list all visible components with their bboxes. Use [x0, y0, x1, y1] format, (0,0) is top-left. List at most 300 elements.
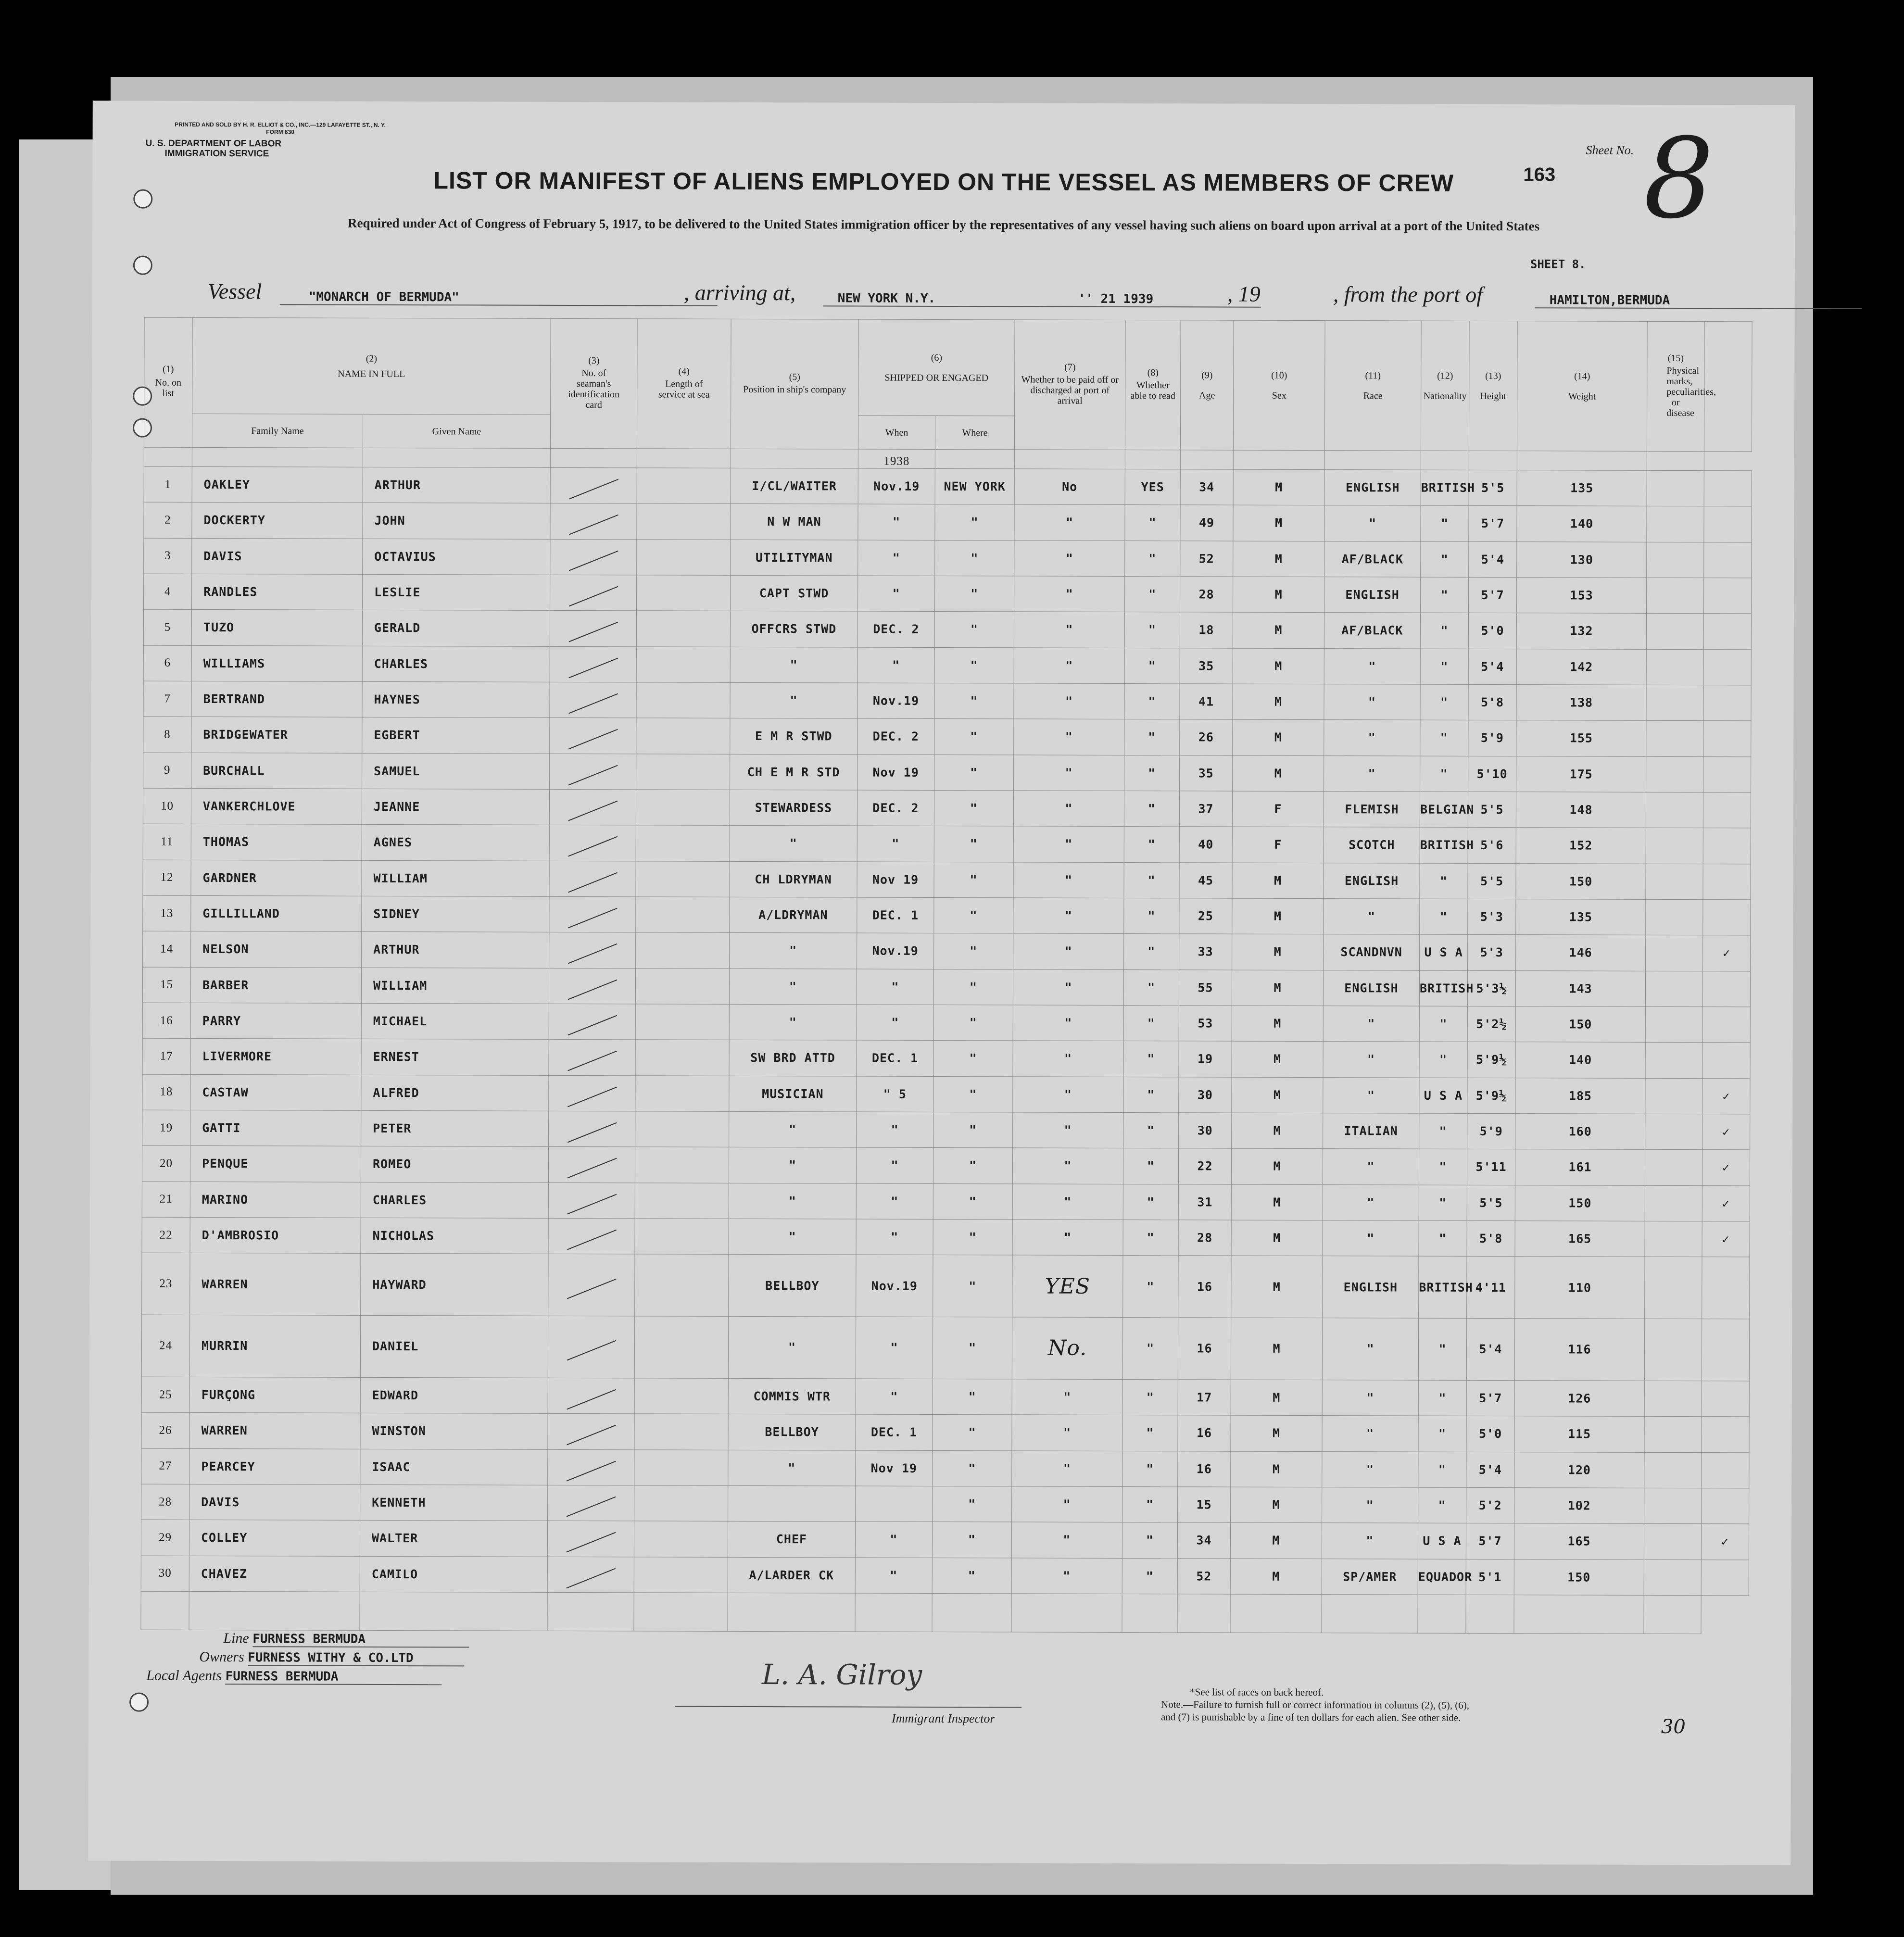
- physical-marks-cell: [1647, 578, 1704, 614]
- col-number: (4): [678, 366, 690, 377]
- sex-cell: M: [1231, 1220, 1323, 1256]
- table-row: [141, 1412, 1749, 1452]
- given-name: JOHN: [363, 503, 550, 539]
- given-name: ARTHUR: [362, 932, 549, 968]
- tally-mark: [567, 1340, 616, 1361]
- row-number: 12: [143, 860, 191, 896]
- service-length-cell: [635, 1004, 729, 1040]
- shipped-where-cell: ": [933, 1005, 1013, 1041]
- table-row: [141, 1377, 1749, 1417]
- weight-cell: 165: [1515, 1221, 1645, 1257]
- height-cell: 5'7: [1469, 577, 1517, 613]
- tally-mark: [567, 1194, 617, 1214]
- weight-cell: 135: [1517, 470, 1647, 506]
- sex-cell: M: [1232, 1006, 1323, 1042]
- family-name: D'AMBROSIO: [190, 1217, 361, 1253]
- race-cell: ENGLISH: [1323, 970, 1419, 1006]
- able-to-read-cell: ": [1124, 862, 1179, 898]
- physical-marks-cell: [1646, 685, 1703, 721]
- col-number: (2): [366, 353, 378, 364]
- age-cell: 52: [1177, 1558, 1230, 1594]
- shipped-when-cell: Nov 19: [857, 755, 934, 791]
- shipped-when-cell: ": [856, 1183, 933, 1220]
- height-cell: 5'5: [1468, 863, 1516, 899]
- family-name: CASTAW: [190, 1074, 361, 1110]
- family-name: TUZO: [191, 610, 362, 646]
- shipped-when-cell: ": [857, 647, 934, 683]
- service-length-cell: [635, 1182, 729, 1219]
- table-row: [142, 967, 1750, 1007]
- position-cell: ": [730, 826, 857, 862]
- year-label: , 19: [1227, 281, 1261, 306]
- nationality-cell: ": [1419, 1042, 1467, 1078]
- weight-cell: 152: [1516, 828, 1646, 864]
- sex-cell: M: [1233, 612, 1324, 648]
- able-to-read-cell: ": [1124, 827, 1179, 863]
- col-label: Whether to be paid off or discharged at port of arrival: [1021, 374, 1119, 406]
- weight-cell: 102: [1514, 1487, 1644, 1523]
- able-to-read-cell: ": [1124, 934, 1179, 970]
- age-cell: 15: [1178, 1487, 1231, 1523]
- position-cell: ": [730, 682, 857, 718]
- id-card-cell: [550, 503, 637, 540]
- weight-cell: 120: [1514, 1452, 1644, 1488]
- shipped-where-cell: ": [934, 755, 1014, 791]
- family-name: WARREN: [190, 1253, 361, 1316]
- blank-cell: [547, 1592, 634, 1631]
- line-label: Line: [223, 1630, 249, 1647]
- family-name: MARINO: [190, 1182, 361, 1218]
- height-cell: 5'4: [1469, 541, 1517, 578]
- document-title: LIST OR MANIFEST OF ALIENS EMPLOYED ON THE VESSEL AS MEMBERS OF CREW: [433, 167, 1454, 197]
- able-to-read-cell: ": [1122, 1318, 1178, 1380]
- tally-mark: [567, 1015, 617, 1036]
- race-cell: ENGLISH: [1324, 470, 1421, 506]
- table-row: [141, 1556, 1749, 1596]
- shipped-when-cell: ": [856, 1379, 933, 1415]
- tally-mark: [567, 1086, 617, 1107]
- id-card-cell: [547, 1521, 634, 1557]
- height-cell: 5'3½: [1467, 970, 1515, 1006]
- position-cell: UTILITYMAN: [731, 540, 858, 576]
- able-to-read-cell: ": [1125, 576, 1180, 612]
- family-name: BRIDGEWATER: [191, 717, 362, 753]
- nationality-cell: BRITISH: [1419, 1256, 1467, 1318]
- table-row: [143, 895, 1751, 935]
- tally-mark: [567, 1278, 616, 1299]
- shipped-where-cell: ": [933, 1255, 1012, 1317]
- position-cell: A/LARDER CK: [728, 1557, 855, 1593]
- height-cell: 5'9: [1467, 1113, 1515, 1149]
- able-to-read-cell: ": [1123, 1148, 1178, 1184]
- age-cell: 31: [1178, 1184, 1231, 1220]
- able-to-read-cell: ": [1124, 898, 1179, 934]
- nationality-cell: ": [1420, 684, 1468, 720]
- shipped-where-cell: ": [932, 1558, 1011, 1594]
- service-length-cell: [635, 1219, 729, 1255]
- blank-cell: [855, 1593, 932, 1632]
- position-cell: BELLBOY: [729, 1255, 856, 1317]
- weight-cell: 138: [1516, 685, 1646, 721]
- nationality-cell: ": [1418, 1452, 1466, 1488]
- form-number: FORM 630: [266, 128, 294, 136]
- service-length-cell: [636, 682, 730, 718]
- id-card-cell: [548, 1182, 635, 1219]
- row-number: 29: [141, 1520, 189, 1556]
- weight-cell: 140: [1517, 506, 1647, 542]
- given-name: OCTAVIUS: [363, 539, 550, 575]
- position-cell: A/LDRYMAN: [730, 897, 857, 933]
- shipped-where-cell: ": [933, 1379, 1012, 1415]
- shipped-when-cell: Nov 19: [857, 862, 934, 898]
- race-cell: ENGLISH: [1324, 577, 1421, 613]
- height-cell: 5'11: [1467, 1149, 1515, 1185]
- race-cell: AF/BLACK: [1324, 541, 1421, 577]
- verified-check: ✓: [1702, 1150, 1750, 1186]
- given-name: SAMUEL: [362, 753, 550, 789]
- age-cell: 34: [1177, 1522, 1230, 1559]
- age-cell: 34: [1180, 469, 1233, 505]
- shipped-where-cell: ": [933, 1148, 1012, 1184]
- height-cell: 5'7: [1466, 1380, 1514, 1416]
- age-cell: 30: [1179, 1113, 1232, 1149]
- given-name: SIDNEY: [362, 896, 549, 932]
- tally-mark: [567, 1158, 617, 1179]
- sex-cell: M: [1231, 1487, 1322, 1523]
- race-cell: ITALIAN: [1323, 1113, 1419, 1149]
- service-length-cell: [635, 968, 729, 1004]
- row-number: 9: [143, 753, 191, 789]
- nationality-cell: BRITISH: [1419, 970, 1467, 1006]
- owners-row: [199, 1649, 579, 1667]
- row-number: 21: [142, 1182, 190, 1218]
- table-row: [142, 1217, 1750, 1257]
- verified-check: [1704, 542, 1752, 578]
- shipped-when-cell: ": [858, 576, 935, 612]
- given-name: CAMILO: [360, 1556, 547, 1593]
- line-row: [223, 1630, 579, 1648]
- verified-check: ✓: [1701, 1524, 1749, 1560]
- id-card-cell: [549, 1075, 635, 1111]
- row-number: 25: [141, 1377, 189, 1413]
- nationality-cell: ": [1420, 756, 1468, 792]
- shipped-where-cell: ": [934, 612, 1014, 648]
- year-cell: 1938: [858, 449, 935, 468]
- col-label: Whether able to read: [1130, 379, 1175, 401]
- shipped-when-cell: DEC. 2: [857, 790, 934, 826]
- nationality-cell: ": [1419, 1185, 1467, 1221]
- able-to-read-cell: ": [1124, 648, 1180, 684]
- able-to-read-cell: ": [1122, 1379, 1178, 1415]
- col-number: (12): [1437, 370, 1453, 381]
- verified-check: [1703, 792, 1751, 829]
- id-card-cell: [549, 1040, 635, 1076]
- sex-cell: M: [1231, 1318, 1322, 1380]
- nationality-cell: U S A: [1420, 934, 1468, 970]
- shipped-when-cell: ": [855, 1522, 932, 1558]
- position-cell: ": [729, 1219, 856, 1255]
- paid-off-cell: ": [1014, 612, 1124, 648]
- nationality-cell: ": [1419, 1220, 1467, 1257]
- row-number: 27: [141, 1448, 189, 1484]
- able-to-read-cell: ": [1123, 1041, 1179, 1077]
- paid-off-cell: ": [1013, 1076, 1123, 1112]
- verified-check: ✓: [1702, 1078, 1750, 1114]
- vessel-label: Vessel: [207, 278, 262, 304]
- vessel-line: [208, 279, 1727, 312]
- verified-check: [1702, 1257, 1750, 1319]
- able-to-read-cell: ": [1124, 683, 1180, 719]
- id-card-cell: [549, 968, 635, 1004]
- tally-mark: [567, 1425, 616, 1446]
- id-card-cell: [550, 611, 636, 647]
- verified-check: ✓: [1702, 1221, 1750, 1258]
- height-cell: 5'3: [1468, 935, 1516, 971]
- height-cell: 5'9: [1468, 720, 1516, 756]
- row-number: 14: [143, 931, 191, 967]
- position-cell: MUSICIAN: [729, 1076, 857, 1112]
- blank-cell: [1122, 1594, 1177, 1632]
- agents-label: Local Agents: [146, 1667, 222, 1684]
- position-cell: ": [730, 647, 857, 683]
- tally-mark: [567, 943, 617, 964]
- height-cell: 5'5: [1467, 1185, 1515, 1221]
- paid-off-cell: ": [1012, 1183, 1123, 1220]
- row-number: 18: [142, 1074, 190, 1110]
- blank-cell: [1177, 1594, 1230, 1633]
- race-cell: ": [1322, 1487, 1418, 1523]
- position-cell: CHEF: [728, 1522, 855, 1558]
- physical-marks-cell: [1645, 1006, 1702, 1043]
- col-id-card-header: [550, 318, 637, 448]
- id-card-cell: [550, 575, 637, 611]
- given-name: ARTHUR: [363, 467, 550, 503]
- table-row: [143, 824, 1751, 864]
- physical-marks-cell: [1645, 1043, 1702, 1079]
- table-row: [143, 717, 1751, 756]
- col-label: No. on list: [155, 377, 182, 399]
- col-race-header: [1324, 321, 1421, 451]
- physical-marks-cell: [1644, 1381, 1702, 1417]
- family-name: NELSON: [191, 931, 362, 968]
- table-row: [143, 788, 1751, 828]
- col-label: No. of seaman's identification card: [568, 367, 620, 410]
- sex-cell: M: [1231, 1415, 1322, 1451]
- family-name: CHAVEZ: [189, 1556, 360, 1592]
- family-name: RANDLES: [192, 574, 363, 610]
- id-card-cell: [550, 539, 637, 575]
- height-cell: 5'7: [1469, 506, 1517, 542]
- paid-off-cell: ": [1013, 826, 1124, 862]
- table-row: [142, 1145, 1750, 1185]
- family-name: DAVIS: [192, 538, 363, 574]
- owners-label: Owners: [199, 1648, 244, 1665]
- shipped-where-cell: ": [932, 1522, 1011, 1558]
- row-number: 15: [142, 967, 190, 1003]
- paid-off-cell: ": [1012, 1148, 1123, 1184]
- from-port-label: , from the port of: [1333, 282, 1483, 307]
- given-name: WILLIAM: [361, 968, 549, 1004]
- shipped-when-cell: Nov.19: [858, 468, 935, 504]
- age-cell: 17: [1178, 1380, 1231, 1416]
- id-card-cell: [548, 1449, 634, 1485]
- col-label: Height: [1480, 390, 1506, 402]
- physical-marks-cell: [1647, 506, 1704, 542]
- position-cell: ": [730, 933, 857, 969]
- service-length-cell: [634, 1316, 728, 1378]
- physical-marks-cell: [1646, 899, 1703, 935]
- given-name: HAYWARD: [361, 1254, 548, 1316]
- verified-check: [1703, 756, 1751, 792]
- shipped-where-cell: ": [934, 647, 1014, 683]
- row-number: 5: [143, 609, 191, 645]
- department-name: U. S. DEPARTMENT OF LABOR: [145, 138, 282, 149]
- able-to-read-cell: ": [1123, 1220, 1178, 1256]
- service-length-cell: [635, 1075, 729, 1111]
- nationality-cell: ": [1419, 1149, 1467, 1185]
- physical-marks-cell: [1646, 756, 1703, 792]
- tally-mark: [567, 1230, 617, 1250]
- col-shipped-header: [858, 319, 1015, 416]
- tally-mark: [568, 551, 618, 571]
- age-cell: 53: [1179, 1006, 1232, 1042]
- age-cell: 37: [1179, 791, 1232, 827]
- weight-cell: 185: [1515, 1078, 1645, 1114]
- age-cell: 35: [1180, 648, 1233, 684]
- col-number: (7): [1064, 362, 1076, 373]
- department-block: [145, 138, 281, 159]
- paid-off-cell: ": [1013, 791, 1124, 827]
- family-name: WARREN: [189, 1413, 360, 1449]
- position-cell: SW BRD ATTD: [729, 1040, 857, 1076]
- shipped-when-cell: Nov.19: [857, 933, 934, 969]
- shipped-where-cell: ": [933, 1183, 1012, 1220]
- race-cell: ENGLISH: [1323, 1256, 1419, 1318]
- blank-cell: [728, 1593, 855, 1632]
- col-number: (15): [1667, 352, 1684, 364]
- race-cell: ": [1323, 1220, 1419, 1256]
- physical-marks-cell: [1646, 792, 1703, 828]
- id-card-cell: [549, 932, 636, 968]
- col-no-header: [144, 317, 192, 447]
- service-length-cell: [634, 1521, 728, 1557]
- race-cell: ": [1323, 1184, 1419, 1220]
- family-name: PEARCEY: [189, 1448, 360, 1484]
- blank-cell: [634, 1593, 728, 1632]
- shipped-when-cell: ": [857, 826, 934, 862]
- race-cell: SP/AMER: [1322, 1559, 1418, 1595]
- sex-cell: M: [1231, 1451, 1322, 1487]
- verified-check: ✓: [1702, 1185, 1750, 1221]
- sex-cell: M: [1233, 648, 1324, 684]
- race-cell: ": [1324, 684, 1420, 720]
- sex-cell: M: [1232, 1113, 1323, 1149]
- service-length-cell: [636, 646, 730, 682]
- nationality-cell: ": [1418, 1380, 1466, 1416]
- given-name: MICHAEL: [361, 1003, 549, 1039]
- sheet-stamp: SHEET 8.: [1530, 257, 1586, 271]
- col-nationality-header: [1421, 321, 1469, 451]
- position-cell: OFFCRS STWD: [730, 611, 857, 647]
- shipped-where-cell: ": [934, 683, 1014, 719]
- position-cell: ": [729, 1111, 857, 1147]
- tally-mark: [567, 1389, 616, 1410]
- age-cell: 40: [1179, 827, 1232, 863]
- shipped-when-cell: ": [856, 1147, 933, 1183]
- sex-cell: M: [1233, 719, 1324, 755]
- sex-cell: M: [1232, 1041, 1323, 1077]
- able-to-read-cell: ": [1123, 1112, 1179, 1148]
- arrival-date: '' 21 1939: [1040, 292, 1261, 308]
- given-name: DANIEL: [360, 1315, 548, 1378]
- row-number: 26: [141, 1412, 189, 1448]
- age-cell: 28: [1178, 1220, 1231, 1256]
- weight-cell: 126: [1514, 1380, 1644, 1416]
- paid-off-cell: ": [1013, 933, 1124, 969]
- physical-marks-cell: [1644, 1524, 1701, 1560]
- able-to-read-cell: ": [1124, 791, 1179, 827]
- weight-cell: 115: [1514, 1416, 1644, 1452]
- shipped-where-cell: ": [934, 719, 1014, 755]
- printer-imprint: [146, 121, 415, 136]
- weight-cell: 135: [1516, 899, 1646, 935]
- punch-hole: [133, 256, 152, 275]
- shipped-when-cell: [856, 1486, 933, 1522]
- service-length-cell: [637, 575, 731, 611]
- shipped-where-cell: ": [933, 1415, 1012, 1451]
- paid-off-cell: ": [1013, 1005, 1123, 1041]
- position-cell: ": [729, 1183, 856, 1219]
- col-given-name-header: Given Name: [363, 414, 550, 448]
- shipped-when-cell: ": [856, 1317, 933, 1379]
- age-cell: 19: [1179, 1041, 1232, 1077]
- family-name: COLLEY: [189, 1520, 360, 1556]
- family-name: OAKLEY: [192, 466, 363, 503]
- table-row: [141, 1520, 1749, 1560]
- shipped-where-cell: ": [935, 540, 1014, 576]
- id-card-cell: [550, 682, 636, 718]
- physical-marks-cell: [1645, 1114, 1702, 1150]
- col-read-header: [1125, 320, 1181, 450]
- given-name: EDWARD: [360, 1377, 548, 1413]
- position-cell: N W MAN: [731, 504, 858, 540]
- shipped-where-cell: ": [933, 1219, 1012, 1255]
- verified-check: [1703, 900, 1751, 936]
- row-number: 23: [142, 1253, 190, 1315]
- table-row: [142, 1003, 1750, 1043]
- shipped-when-cell: ": [856, 1219, 933, 1255]
- nationality-cell: ": [1419, 1113, 1467, 1149]
- family-name: BERTRAND: [191, 681, 362, 717]
- id-card-cell: [548, 1378, 634, 1414]
- paid-off-cell: ": [1013, 862, 1124, 898]
- col-age-header: [1180, 320, 1234, 450]
- height-cell: 5'5: [1469, 470, 1517, 506]
- paid-off-cell: No: [1014, 469, 1125, 505]
- family-name: MURRIN: [189, 1315, 360, 1377]
- race-cell: ": [1324, 755, 1420, 792]
- punch-hole: [129, 1693, 149, 1712]
- tally-mark: [568, 801, 618, 821]
- sex-cell: M: [1230, 1559, 1322, 1595]
- given-name: AGNES: [362, 825, 549, 861]
- age-cell: 30: [1179, 1077, 1232, 1113]
- col-label: Position in ship's company: [743, 384, 846, 395]
- able-to-read-cell: ": [1123, 1184, 1178, 1220]
- table-row: [142, 1110, 1750, 1150]
- nationality-cell: EQUADOR: [1418, 1559, 1466, 1595]
- given-name: ROMEO: [361, 1146, 548, 1182]
